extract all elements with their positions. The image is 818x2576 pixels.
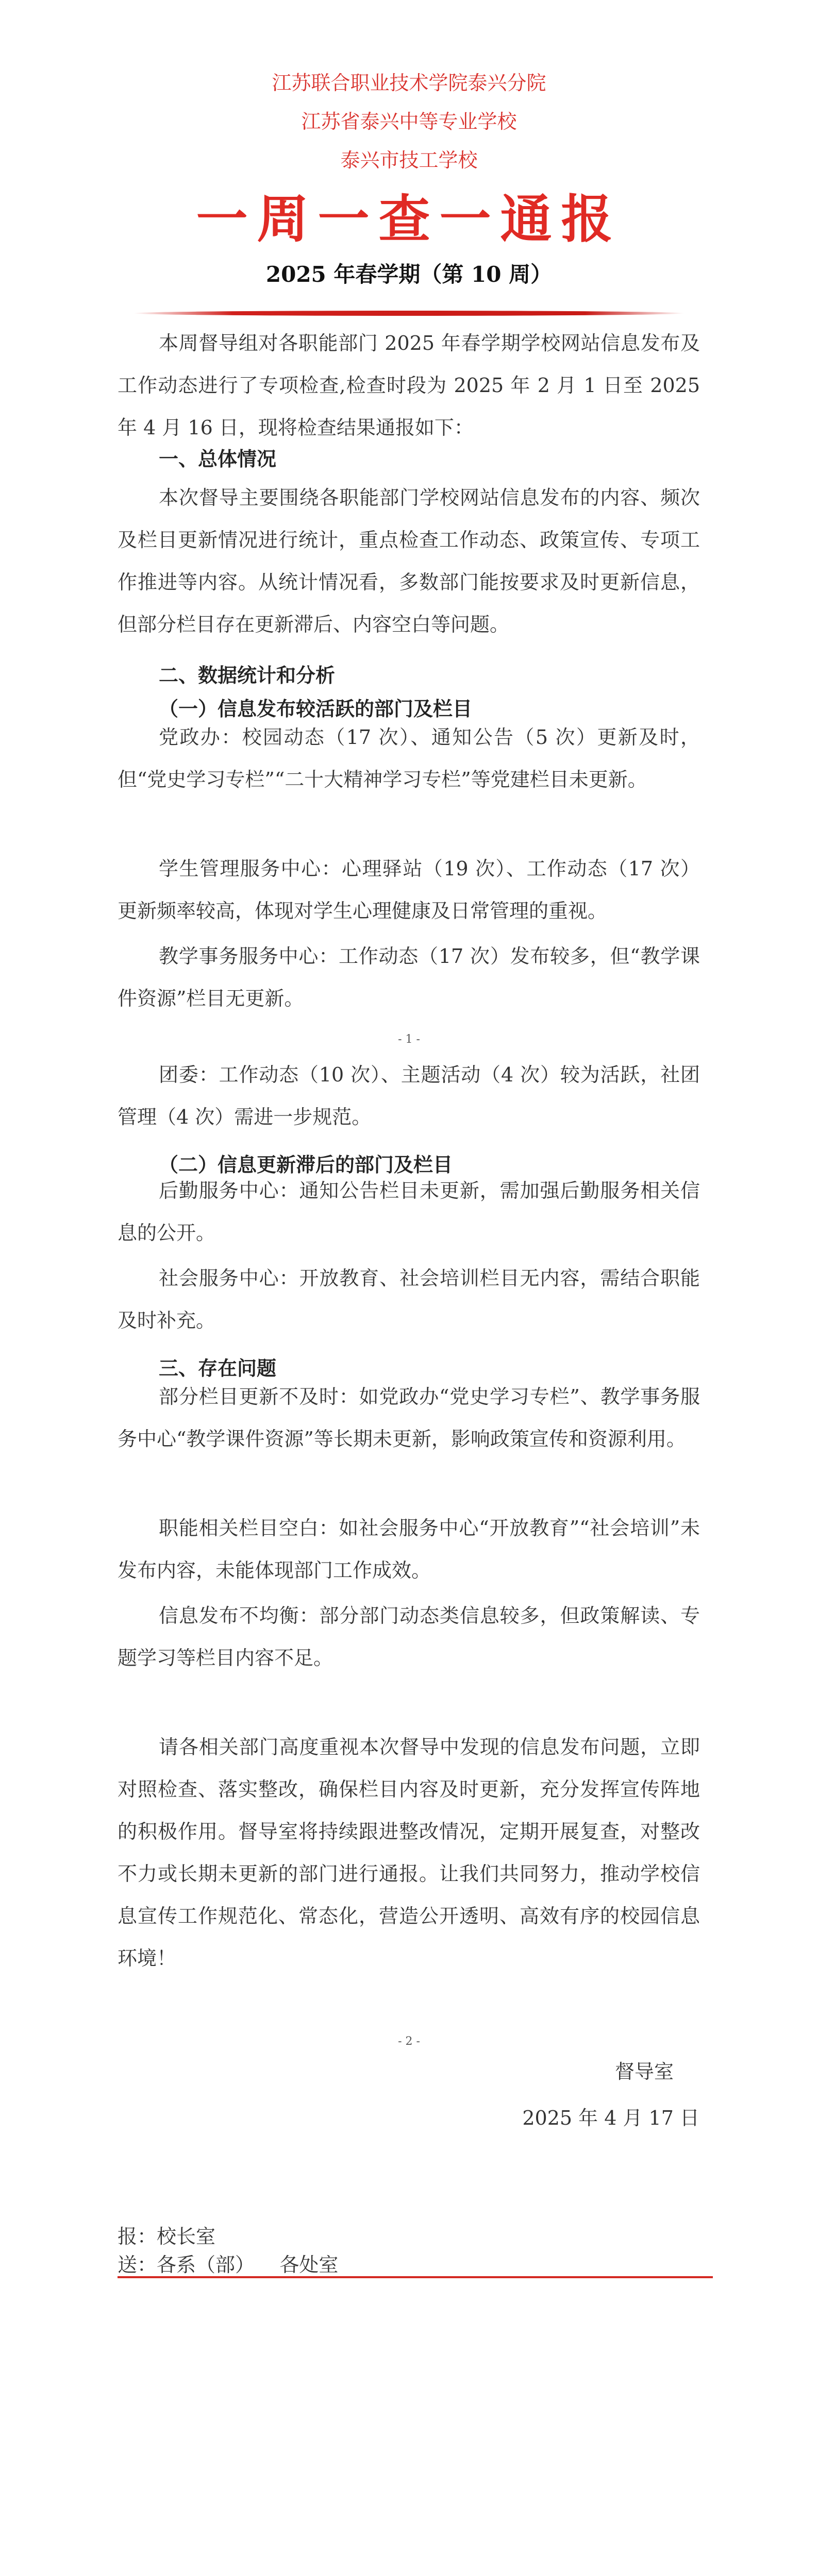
- paragraph-shehuifuwu: 社会服务中心：开放教育、社会培训栏目无内容，需结合职能及时补充。: [118, 1267, 700, 1332]
- header-red-rule: [133, 311, 685, 316]
- term-label: 2025 年春学期（第 10 周）: [265, 262, 553, 287]
- section-2-sub2-heading: （二）信息更新滞后的部门及栏目: [159, 1153, 453, 1176]
- section-2-heading: 二、数据统计和分析: [159, 664, 336, 687]
- school-name-1: 江苏联合职业技术学院泰兴分院: [272, 72, 546, 94]
- paragraph-dangzhengban: 党政办：校园动态（17 次）、通知公告（5 次）更新及时，但“党史学习专栏”“二十大精神学习专栏”等党建栏目未更新。: [118, 726, 700, 791]
- section-1-body: 本次督导主要围绕各职能部门学校网站信息发布的内容、频次及栏目更新情况进行统计，重点检查工作动态、政策宣传、专项工作推进等内容。从统计情况看，多数部门能按要求及时更新信息，但部分栏目存在更新滞后、内容空白等问题。: [118, 486, 700, 636]
- send-to: 送：各系（部） 各处室: [118, 2253, 339, 2276]
- problem-1: 部分栏目更新不及时：如党政办“党史学习专栏”、教学事务服务中心“教学课件资源”等长期未更新，影响政策宣传和资源利用。: [118, 1385, 700, 1450]
- problem-2: 职能相关栏目空白：如社会服务中心“开放教育”“社会培训”未发布内容，未能体现部门工作成效。: [118, 1517, 700, 1582]
- school-name-3: 泰兴市技工学校: [340, 149, 478, 172]
- closing-paragraph: 请各相关部门高度重视本次督导中发现的信息发布问题，立即对照检查、落实整改，确保栏目内容及时更新，充分发挥宣传阵地的积极作用。督导室将持续跟进整改情况，定期开展复查，对整改不力或长期未更新的部门进行通报。让我们共同努力，推动学校信息宣传工作规范化、常态化，营造公开透明、高效有序的校园信息环境！: [118, 1736, 700, 1970]
- paragraph-xueshengguanli: 学生管理服务中心：心理驿站（19 次）、工作动态（17 次）更新频率较高，体现对学生心理健康及日常管理的重视。: [118, 857, 700, 922]
- intro-paragraph: 本周督导组对各职能部门 2025 年春学期学校网站信息发布及工作动态进行了专项检查,检查时段为 2025 年 2 月 1 日至 2025 年 4 月 16 日，现将检查结果通报如下：: [118, 332, 700, 439]
- signer: 督导室: [614, 2060, 674, 2083]
- paragraph-jiaoxueshiwu: 教学事务服务中心：工作动态（17 次）发布较多，但“教学课件资源”栏目无更新。: [118, 945, 700, 1010]
- paragraph-tuanwei: 团委：工作动态（10 次）、主题活动（4 次）较为活跃，社团管理（4 次）需进一步规范。: [118, 1063, 700, 1128]
- footer-red-rule: [118, 2276, 713, 2278]
- page-number-1: - 1 -: [398, 1033, 420, 1046]
- document-title: 一周一查一通报: [196, 189, 622, 249]
- paragraph-houqin: 后勤服务中心：通知公告栏目未更新，需加强后勤服务相关信息的公开。: [118, 1179, 700, 1244]
- report-to: 报：校长室: [118, 2225, 216, 2248]
- problem-3: 信息发布不均衡：部分部门动态类信息较多，但政策解读、专题学习等栏目内容不足。: [118, 1604, 700, 1669]
- page-number-2: - 2 -: [398, 2035, 420, 2048]
- section-2-sub1-heading: （一）信息发布较活跃的部门及栏目: [159, 697, 473, 720]
- section-3-heading: 三、存在问题: [159, 1357, 277, 1380]
- school-name-2: 江苏省泰兴中等专业学校: [301, 110, 517, 133]
- sign-date: 2025 年 4 月 17 日: [522, 2107, 699, 2129]
- section-1-heading: 一、总体情况: [159, 447, 277, 470]
